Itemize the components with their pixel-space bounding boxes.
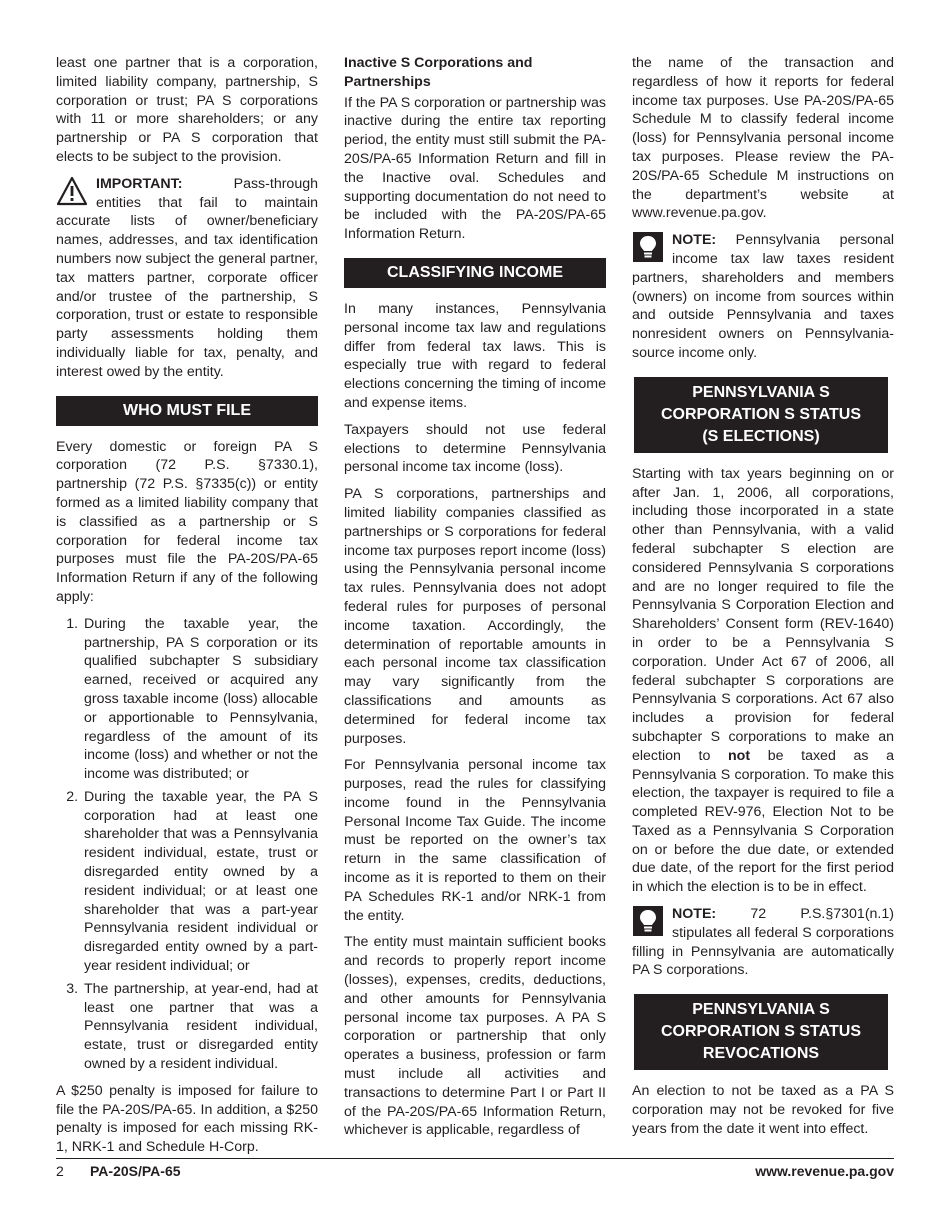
important-label: IMPORTANT:	[96, 175, 183, 192]
list-item: 1. During the taxable year, the partnership, PA S corporation or its qualified subchapter S subsidiary earned, received or acquired any gross taxable income (loss) allocable or apportionable to Pennsylvania, regardless of the amount of its income (loss) and whether or not the income was distributed; or	[82, 615, 318, 784]
emphasis-not: not	[728, 747, 751, 764]
column-3	[632, 54, 894, 1147]
s-elections-text: Starting with tax years beginning on or after Jan. 1, 2006, all corporations, including those incorporated in a state other than Pennsylvania, with a valid federal subchapter S election are considered Pennsylvania S corporations and are no longer required to file the Pennsylvania S Corporation Election and Shareholders’ Consent form (REV-1640) in order to be a Pennsylvania S corporation. Under Act 67 of 2006, all federal subchapter S corporations are Pennsylvania S corporations. Act 67 also includes a provision for federal subchapter S corporations to make an election to not be taxed as a Pennsylvania S corporation. To make this election, the taxpayer is required to file a completed REV-976, Election Not to be Taxed as a Pennsylvania S Corporation on or before the due date, or extended due date, of the report for the first period in which the election is to be in effect.	[632, 465, 894, 896]
who-must-file-heading: WHO MUST FILE	[56, 396, 318, 426]
classifying-income-heading: CLASSIFYING INCOME	[344, 258, 606, 288]
website-link[interactable]: www.revenue.pa.gov	[755, 1163, 894, 1179]
heading-line: PENNSYLVANIA S	[692, 1001, 830, 1019]
inactive-text: If the PA S corporation or partnership was inactive during the entire tax reporting period, the entity must still submit the PA-20S/PA-65 Information Return and fill in the Inactive oval. Schedules and supporting documentation do not need to be included with the PA-20S/PA-65 Information Return.	[344, 94, 606, 243]
note-callout-2	[632, 905, 894, 980]
schedule-m-continued: the name of the transaction and regardless of how it reports for federal income tax purposes. Use PA-20S/PA-65 Schedule M to classify federal income (loss) for Pennsylvania personal income tax purposes. Please review the PA-20S/PA-65 Schedule M instructions on the department’s website at www.revenue.pa.gov.	[632, 55, 894, 222]
column-2	[344, 54, 606, 1148]
important-text: Pass-through entities that fail to maintain accurate lists of owner/beneficiary names, addresses, and tax identification numbers now subject the general partner, tax matters partner, corporate officer and/or trustee of the partnership, S corporation, trust or estate to responsible party assessments holding them individually liable for tax, penalty, and interest owed by the entity.	[56, 175, 318, 380]
filing-conditions-list	[56, 615, 318, 1074]
heading-line: CORPORATION S STATUS	[661, 1023, 861, 1041]
list-item: 3. The partnership, at year-end, had at least one partner that was a Pennsylvania resident individual, estate, trust or disregarded entity owned by a resident individual.	[82, 980, 318, 1074]
column-1	[56, 54, 318, 1165]
revocations-heading	[634, 994, 888, 1070]
classifying-p5: The entity must maintain sufficient books and records to properly report income (losses), expenses, credits, deductions, and other amounts for Pennsylvania personal income tax purposes. A PA S corporation or partnership that only operates a business, profession or farm must include all activities and transactions to determine Part I or Part II of the PA-20S/PA-65 Information Return, whichever is applicable, regardless of	[344, 934, 606, 1139]
note-text: Pennsylvania personal income tax law taxes resident partners, shareholders and members (owners) on income from sources within and outside Pennsylvania and taxes nonresident owners on Pennsylvania-source income only.	[632, 232, 894, 361]
page-number: 2	[56, 1163, 64, 1179]
classifying-p4: For Pennsylvania personal income tax purposes, read the rules for classifying income found in the Pennsylvania Personal Income Tax Guide. The income must be reported on the owner’s tax return in the same classification of income as it is reported to them on their PA Schedules RK-1 and/or NRK-1 from the entity.	[344, 757, 606, 924]
list-item: 2. During the taxable year, the PA S corporation had at least one shareholder that was a Pennsylvania resident individual, estate, trust or disregarded entity owned by a resident individual; or at least one shareholder that was a part-year Pennsylvania resident individual or disregarded entity owned by a part-year resident individual; or	[82, 788, 318, 976]
intro-continued: least one partner that is a corporation, limited liability company, partnership, S corporation or trust; PA S corporations with 11 or more shareholders; or any partnership or PA S corporation that elects to be subject to the provision.	[56, 55, 318, 165]
note-callout-1	[632, 231, 894, 363]
lightbulb-icon	[632, 231, 664, 263]
s-elections-heading	[634, 377, 888, 453]
classifying-p3: PA S corporations, partnerships and limited liability companies classified as partnerships or S corporations for federal income tax purposes report income (loss) using the Pennsylvania personal income tax rules. Pennsylvania does not adopt federal rules for purposes of personal income taxation. Accordingly, the determination of reportable amounts in each personal income tax classification may vary significantly from the classifications and amounts as determined for federal income tax purposes.	[344, 486, 606, 747]
heading-line: (S ELECTIONS)	[702, 427, 820, 445]
note-label: NOTE:	[672, 906, 717, 923]
classifying-p2: Taxpayers should not use federal elections to determine Pennsylvania personal income tax income (loss).	[344, 421, 606, 476]
classifying-p1: In many instances, Pennsylvania personal income tax law and regulations differ from federal tax laws. This is especially true with regard to federal elections concerning the timing of income and expense items.	[344, 300, 606, 411]
form-name: PA-20S/PA-65	[90, 1163, 181, 1179]
warning-icon	[56, 175, 88, 207]
penalty-paragraph: A $250 penalty is imposed for failure to file the PA-20S/PA-65. In addition, a $250 penalty is imposed for each missing RK-1, NRK-1 and Schedule H-Corp.	[56, 1082, 318, 1156]
heading-line: CORPORATION S STATUS	[661, 405, 861, 423]
revocations-text: An election to not be taxed as a PA S corporation may not be revoked for five years from the date it went into effect.	[632, 1083, 894, 1137]
lightbulb-icon	[632, 905, 664, 937]
heading-line: REVOCATIONS	[702, 1045, 820, 1063]
page-footer	[56, 1158, 894, 1185]
note-text: 72 P.S.§7301(n.1) stipulates all federal S corporations filling in Pennsylvania are automatically PA S corporations.	[632, 906, 894, 979]
who-must-file-intro: Every domestic or foreign PA S corporation (72 P.S. §7330.1), partnership (72 P.S. §7335(c)) or entity formed as a limited liability company that is classified as a partnership or S corporation for federal income tax purposes must file the PA-20S/PA-65 Information Return if any of the following apply:	[56, 438, 318, 605]
inactive-heading: Inactive S Corporations and Partnerships	[344, 55, 533, 90]
important-callout	[56, 175, 318, 382]
note-label: NOTE:	[672, 232, 717, 249]
heading-line: PENNSYLVANIA S	[692, 383, 830, 401]
